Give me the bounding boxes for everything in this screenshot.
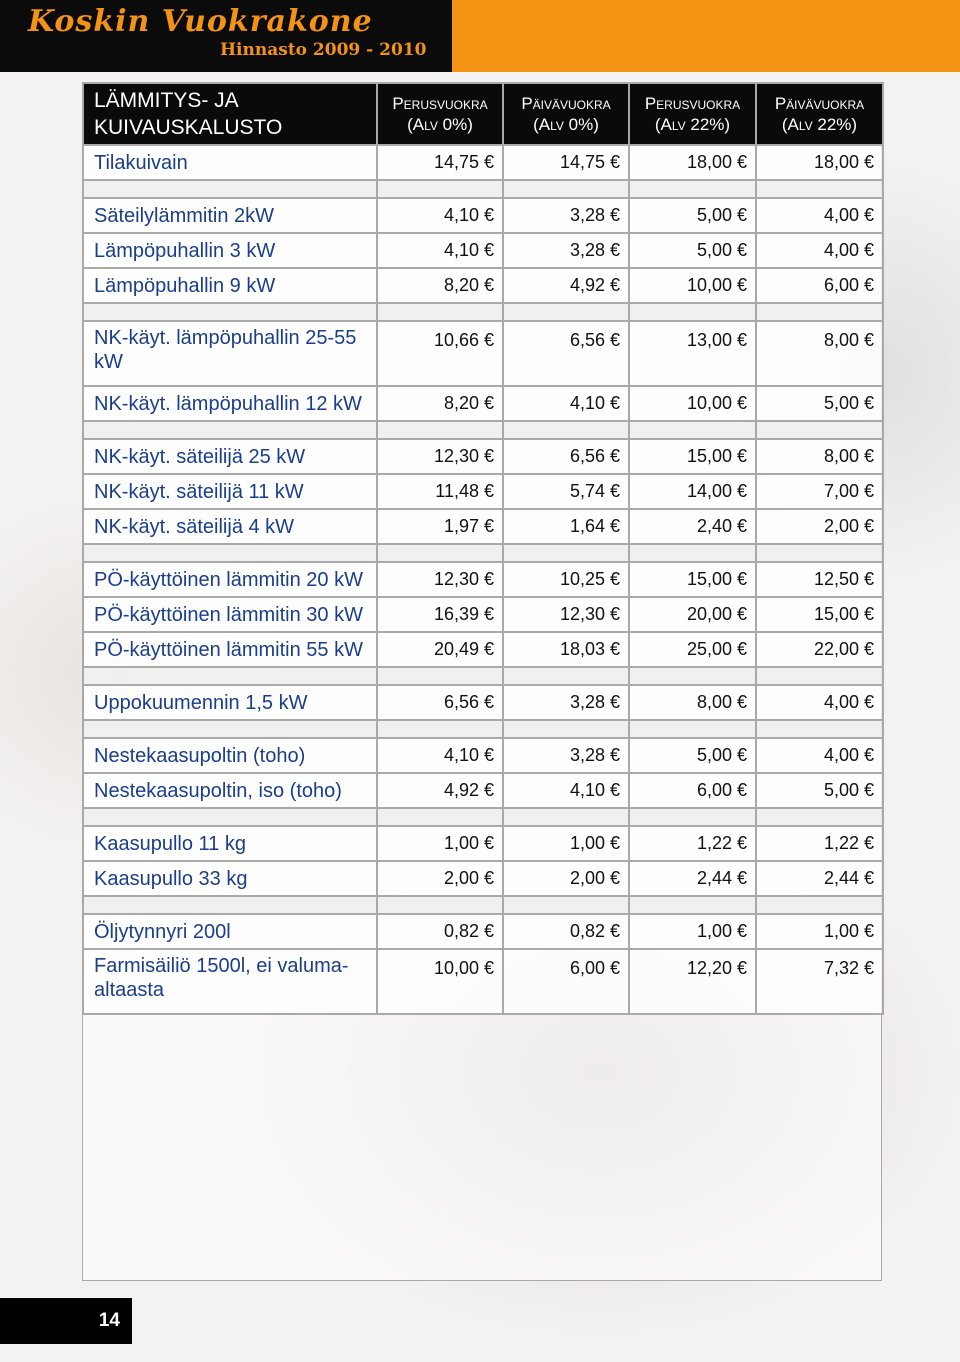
header-bar xyxy=(0,0,452,72)
column-header-vat: (Alv 0%) xyxy=(407,115,473,134)
item-name: Lämpöpuhallin 3 kW xyxy=(83,233,377,268)
price-cell: 12,20 € xyxy=(629,949,756,1014)
price-cell: 15,00 € xyxy=(629,562,756,597)
price-cell: 10,25 € xyxy=(503,562,629,597)
price-cell: 4,00 € xyxy=(756,198,883,233)
column-header xyxy=(756,83,883,145)
category-heading-line1: LÄMMITYS- JA xyxy=(94,89,239,112)
price-cell: 5,74 € xyxy=(503,474,629,509)
price-cell: 22,00 € xyxy=(756,632,883,667)
price-cell: 1,22 € xyxy=(629,826,756,861)
column-header-title: Perusvuokra xyxy=(644,94,741,113)
price-cell: 18,00 € xyxy=(756,145,883,180)
price-cell: 5,00 € xyxy=(629,233,756,268)
price-cell: 10,00 € xyxy=(629,386,756,421)
table-row xyxy=(83,509,883,544)
price-cell: 14,75 € xyxy=(377,145,503,180)
table-row xyxy=(83,321,883,386)
column-header xyxy=(377,83,503,145)
table-header-row xyxy=(83,83,883,145)
price-cell: 20,49 € xyxy=(377,632,503,667)
column-header xyxy=(503,83,629,145)
item-name: Lämpöpuhallin 9 kW xyxy=(83,268,377,303)
header-accent-bar xyxy=(452,0,960,72)
column-header-title: Perusvuokra xyxy=(392,94,488,113)
item-name: Tilakuivain xyxy=(83,145,377,180)
price-cell: 3,28 € xyxy=(503,233,629,268)
table-row xyxy=(83,198,883,233)
price-cell: 2,44 € xyxy=(756,861,883,896)
price-cell: 15,00 € xyxy=(756,597,883,632)
price-cell: 13,00 € xyxy=(629,321,756,386)
price-cell: 5,00 € xyxy=(756,773,883,808)
item-name: NK-käyt. säteilijä 11 kW xyxy=(83,474,377,509)
table-row xyxy=(83,597,883,632)
price-cell: 4,92 € xyxy=(377,773,503,808)
table-row xyxy=(83,268,883,303)
price-cell: 4,00 € xyxy=(756,685,883,720)
item-name: Uppokuumennin 1,5 kW xyxy=(83,685,377,720)
price-cell: 4,92 € xyxy=(503,268,629,303)
item-name: Säteilylämmitin 2kW xyxy=(83,198,377,233)
table-row xyxy=(83,914,883,949)
item-name: Kaasupullo 33 kg xyxy=(83,861,377,896)
table-row xyxy=(83,738,883,773)
table-row xyxy=(83,632,883,667)
table-row xyxy=(83,233,883,268)
item-name: NK-käyt. lämpöpuhallin 25-55 kW xyxy=(83,321,377,386)
price-cell: 6,00 € xyxy=(756,268,883,303)
price-cell: 8,00 € xyxy=(629,685,756,720)
price-cell: 5,00 € xyxy=(629,738,756,773)
price-table xyxy=(82,82,884,1015)
column-header-title: Päivävuokra xyxy=(521,94,611,113)
column-header-vat: (Alv 0%) xyxy=(533,115,599,134)
price-cell: 12,30 € xyxy=(377,562,503,597)
price-cell: 4,10 € xyxy=(377,233,503,268)
price-cell: 1,97 € xyxy=(377,509,503,544)
table-row xyxy=(83,826,883,861)
section-divider xyxy=(83,667,883,685)
page-number-tab xyxy=(0,1298,132,1344)
price-cell: 4,00 € xyxy=(756,233,883,268)
section-divider xyxy=(83,544,883,562)
price-cell: 12,30 € xyxy=(503,597,629,632)
item-name: NK-käyt. säteilijä 4 kW xyxy=(83,509,377,544)
table-row xyxy=(83,474,883,509)
price-cell: 8,20 € xyxy=(377,386,503,421)
price-cell: 16,39 € xyxy=(377,597,503,632)
price-cell: 15,00 € xyxy=(629,439,756,474)
price-cell: 5,00 € xyxy=(756,386,883,421)
price-cell: 18,00 € xyxy=(629,145,756,180)
price-cell: 1,64 € xyxy=(503,509,629,544)
table-row xyxy=(83,861,883,896)
table-row xyxy=(83,685,883,720)
section-divider xyxy=(83,896,883,914)
price-cell: 4,10 € xyxy=(503,386,629,421)
price-cell: 2,44 € xyxy=(629,861,756,896)
price-cell: 12,30 € xyxy=(377,439,503,474)
column-header-vat: (Alv 22%) xyxy=(654,115,731,134)
column-header-vat: (Alv 22%) xyxy=(781,115,858,134)
table-row xyxy=(83,949,883,1014)
section-divider xyxy=(83,808,883,826)
price-cell: 3,28 € xyxy=(503,738,629,773)
price-cell: 3,28 € xyxy=(503,685,629,720)
category-heading xyxy=(83,83,377,145)
item-name: Farmisäiliö 1500l, ei valuma-altaasta xyxy=(83,949,377,1014)
price-cell: 2,40 € xyxy=(629,509,756,544)
item-name: NK-käyt. säteilijä 25 kW xyxy=(83,439,377,474)
price-cell: 6,56 € xyxy=(503,321,629,386)
price-cell: 10,00 € xyxy=(629,268,756,303)
price-cell: 0,82 € xyxy=(377,914,503,949)
price-cell: 6,56 € xyxy=(377,685,503,720)
category-heading-line2: KUIVAUSKALUSTO xyxy=(94,116,283,139)
table-row xyxy=(83,145,883,180)
price-cell: 10,00 € xyxy=(377,949,503,1014)
price-cell: 4,10 € xyxy=(503,773,629,808)
table-row xyxy=(83,386,883,421)
price-cell: 7,00 € xyxy=(756,474,883,509)
item-name: Öljytynnyri 200l xyxy=(83,914,377,949)
price-cell: 18,03 € xyxy=(503,632,629,667)
table-row xyxy=(83,439,883,474)
price-cell: 6,56 € xyxy=(503,439,629,474)
price-cell: 2,00 € xyxy=(377,861,503,896)
section-divider xyxy=(83,303,883,321)
price-list-subtitle: Hinnasto 2009 - 2010 xyxy=(220,40,427,60)
section-divider xyxy=(83,421,883,439)
price-cell: 11,48 € xyxy=(377,474,503,509)
price-cell: 8,00 € xyxy=(756,439,883,474)
section-divider xyxy=(83,180,883,198)
item-name: PÖ-käyttöinen lämmitin 30 kW xyxy=(83,597,377,632)
price-cell: 5,00 € xyxy=(629,198,756,233)
item-name: Kaasupullo 11 kg xyxy=(83,826,377,861)
table-row xyxy=(83,773,883,808)
item-name: PÖ-käyttöinen lämmitin 20 kW xyxy=(83,562,377,597)
price-cell: 14,75 € xyxy=(503,145,629,180)
item-name: PÖ-käyttöinen lämmitin 55 kW xyxy=(83,632,377,667)
price-cell: 4,00 € xyxy=(756,738,883,773)
price-cell: 1,00 € xyxy=(756,914,883,949)
price-cell: 3,28 € xyxy=(503,198,629,233)
price-cell: 4,10 € xyxy=(377,198,503,233)
price-cell: 1,00 € xyxy=(629,914,756,949)
column-header-title: Päivävuokra xyxy=(774,94,865,113)
price-cell: 1,22 € xyxy=(756,826,883,861)
price-cell: 8,20 € xyxy=(377,268,503,303)
item-name: Nestekaasupoltin, iso (toho) xyxy=(83,773,377,808)
page-number: 14 xyxy=(98,1310,120,1331)
price-cell: 7,32 € xyxy=(756,949,883,1014)
item-name: NK-käyt. lämpöpuhallin 12 kW xyxy=(83,386,377,421)
price-cell: 8,00 € xyxy=(756,321,883,386)
price-cell: 2,00 € xyxy=(756,509,883,544)
price-cell: 1,00 € xyxy=(377,826,503,861)
price-cell: 2,00 € xyxy=(503,861,629,896)
price-cell: 25,00 € xyxy=(629,632,756,667)
section-divider xyxy=(83,720,883,738)
price-cell: 6,00 € xyxy=(503,949,629,1014)
price-cell: 12,50 € xyxy=(756,562,883,597)
price-cell: 14,00 € xyxy=(629,474,756,509)
price-cell: 10,66 € xyxy=(377,321,503,386)
table-row xyxy=(83,562,883,597)
price-cell: 4,10 € xyxy=(377,738,503,773)
price-cell: 0,82 € xyxy=(503,914,629,949)
column-header xyxy=(629,83,756,145)
price-cell: 20,00 € xyxy=(629,597,756,632)
item-name: Nestekaasupoltin (toho) xyxy=(83,738,377,773)
brand-logo-text: Koskin Vuokrakone xyxy=(28,4,373,39)
price-cell: 6,00 € xyxy=(629,773,756,808)
price-cell: 1,00 € xyxy=(503,826,629,861)
